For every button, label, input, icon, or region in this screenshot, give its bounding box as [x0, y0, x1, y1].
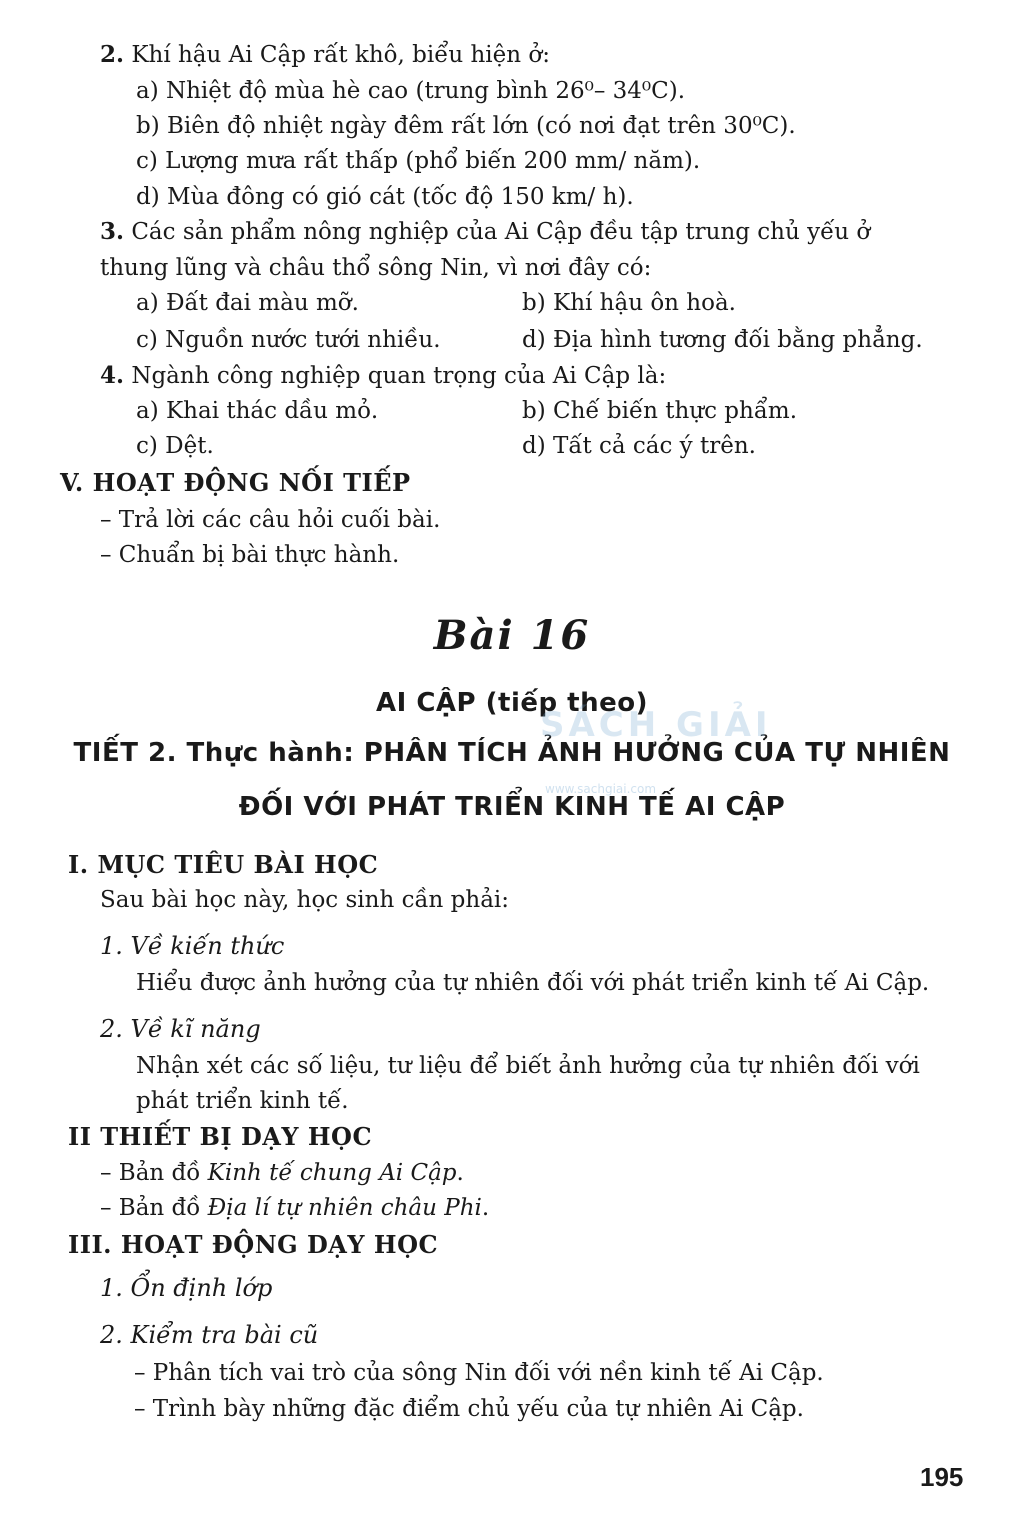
section-heading: V. HOẠT ĐỘNG NỐI TIẾP — [60, 468, 411, 497]
list-item: – Trả lời các câu hỏi cuối bài. — [100, 507, 441, 533]
option-c: c) Dệt. — [136, 433, 214, 459]
question-text-continued: thung lũng và châu thổ sông Nin, vì nơi đây có: — [100, 255, 652, 281]
question-4 — [100, 361, 666, 391]
watermark-logo: SÁCH GIẢI — [540, 705, 772, 745]
section-heading: I. MỤC TIÊU BÀI HỌC — [68, 850, 379, 879]
watermark-url: www.sachgiai.com — [545, 782, 657, 796]
option-a: a) Nhiệt độ mùa hè cao (trung bình 26⁰– 34⁰C). — [136, 78, 686, 104]
list-item — [100, 1158, 464, 1188]
list-item-prefix: – Bản đồ — [100, 1195, 208, 1221]
option-a: a) Đất đai màu mỡ. — [136, 290, 359, 316]
question-3 — [100, 217, 870, 247]
option-d: d) Mùa đông có gió cát (tốc độ 150 km/ h). — [136, 184, 634, 210]
option-c: c) Lượng mưa rất thấp (phổ biến 200 mm/ năm). — [136, 148, 701, 174]
lesson-title: Bài 16 — [433, 612, 591, 659]
page-number: 195 — [920, 1462, 964, 1492]
paragraph-continued: phát triển kinh tế. — [136, 1088, 349, 1114]
list-item-suffix: . — [481, 1195, 490, 1221]
list-item: – Chuẩn bị bài thực hành. — [100, 542, 400, 568]
option-b: b) Chế biến thực phẩm. — [522, 398, 798, 424]
section-heading: III. HOẠT ĐỘNG DẠY HỌC — [68, 1230, 439, 1259]
question-text: Khí hậu Ai Cập rất khô, biểu hiện ở: — [124, 42, 550, 68]
lesson-heading-line-1: TIẾT 2. Thực hành: PHÂN TÍCH ẢNH HƯỞNG CỦA TỰ NHIÊN — [73, 738, 951, 768]
subheading: 1. Về kiến thức — [100, 932, 285, 960]
subheading: 1. Ổn định lớp — [100, 1274, 273, 1302]
question-text: Ngành công nghiệp quan trọng của Ai Cập là: — [124, 363, 667, 389]
option-d: d) Tất cả các ý trên. — [522, 433, 756, 459]
list-item-prefix: – Bản đồ — [100, 1160, 208, 1186]
question-number: 2. — [100, 41, 125, 68]
option-a: a) Khai thác dầu mỏ. — [136, 398, 379, 424]
map-title: Địa lí tự nhiên châu Phi — [207, 1195, 482, 1221]
list-item — [100, 1193, 489, 1223]
paragraph: Nhận xét các số liệu, tư liệu để biết ảnh hưởng của tự nhiên đối với — [136, 1053, 920, 1079]
paragraph: Sau bài học này, học sinh cần phải: — [100, 887, 510, 913]
list-item: – Phân tích vai trò của sông Nin đối với nền kinh tế Ai Cập. — [134, 1360, 824, 1386]
question-number: 4. — [100, 362, 125, 389]
subheading: 2. Về kĩ năng — [100, 1015, 261, 1043]
question-text: Các sản phẩm nông nghiệp của Ai Cập đều tập trung chủ yếu ở — [124, 219, 871, 245]
question-2 — [100, 40, 550, 70]
list-item: – Trình bày những đặc điểm chủ yếu của tự nhiên Ai Cập. — [134, 1396, 804, 1422]
map-title: Kinh tế chung Ai Cập — [207, 1160, 457, 1186]
lesson-heading-line-2: ĐỐI VỚI PHÁT TRIỂN KINH TẾ AI CẬP — [238, 792, 786, 822]
paragraph: Hiểu được ảnh hưởng của tự nhiên đối với phát triển kinh tế Ai Cập. — [136, 970, 930, 996]
option-b: b) Biên độ nhiệt ngày đêm rất lớn (có nơi đạt trên 30⁰C). — [136, 113, 796, 139]
option-c: c) Nguồn nước tưới nhiều. — [136, 327, 441, 353]
option-d: d) Địa hình tương đối bằng phẳng. — [522, 327, 923, 353]
question-number: 3. — [100, 218, 125, 245]
section-heading: II THIẾT BỊ DẠY HỌC — [68, 1122, 373, 1151]
lesson-subtitle: AI CẬP (tiếp theo) — [376, 688, 648, 718]
list-item-suffix: . — [456, 1160, 464, 1186]
option-b: b) Khí hậu ôn hoà. — [522, 290, 736, 316]
subheading: 2. Kiểm tra bài cũ — [100, 1321, 319, 1349]
